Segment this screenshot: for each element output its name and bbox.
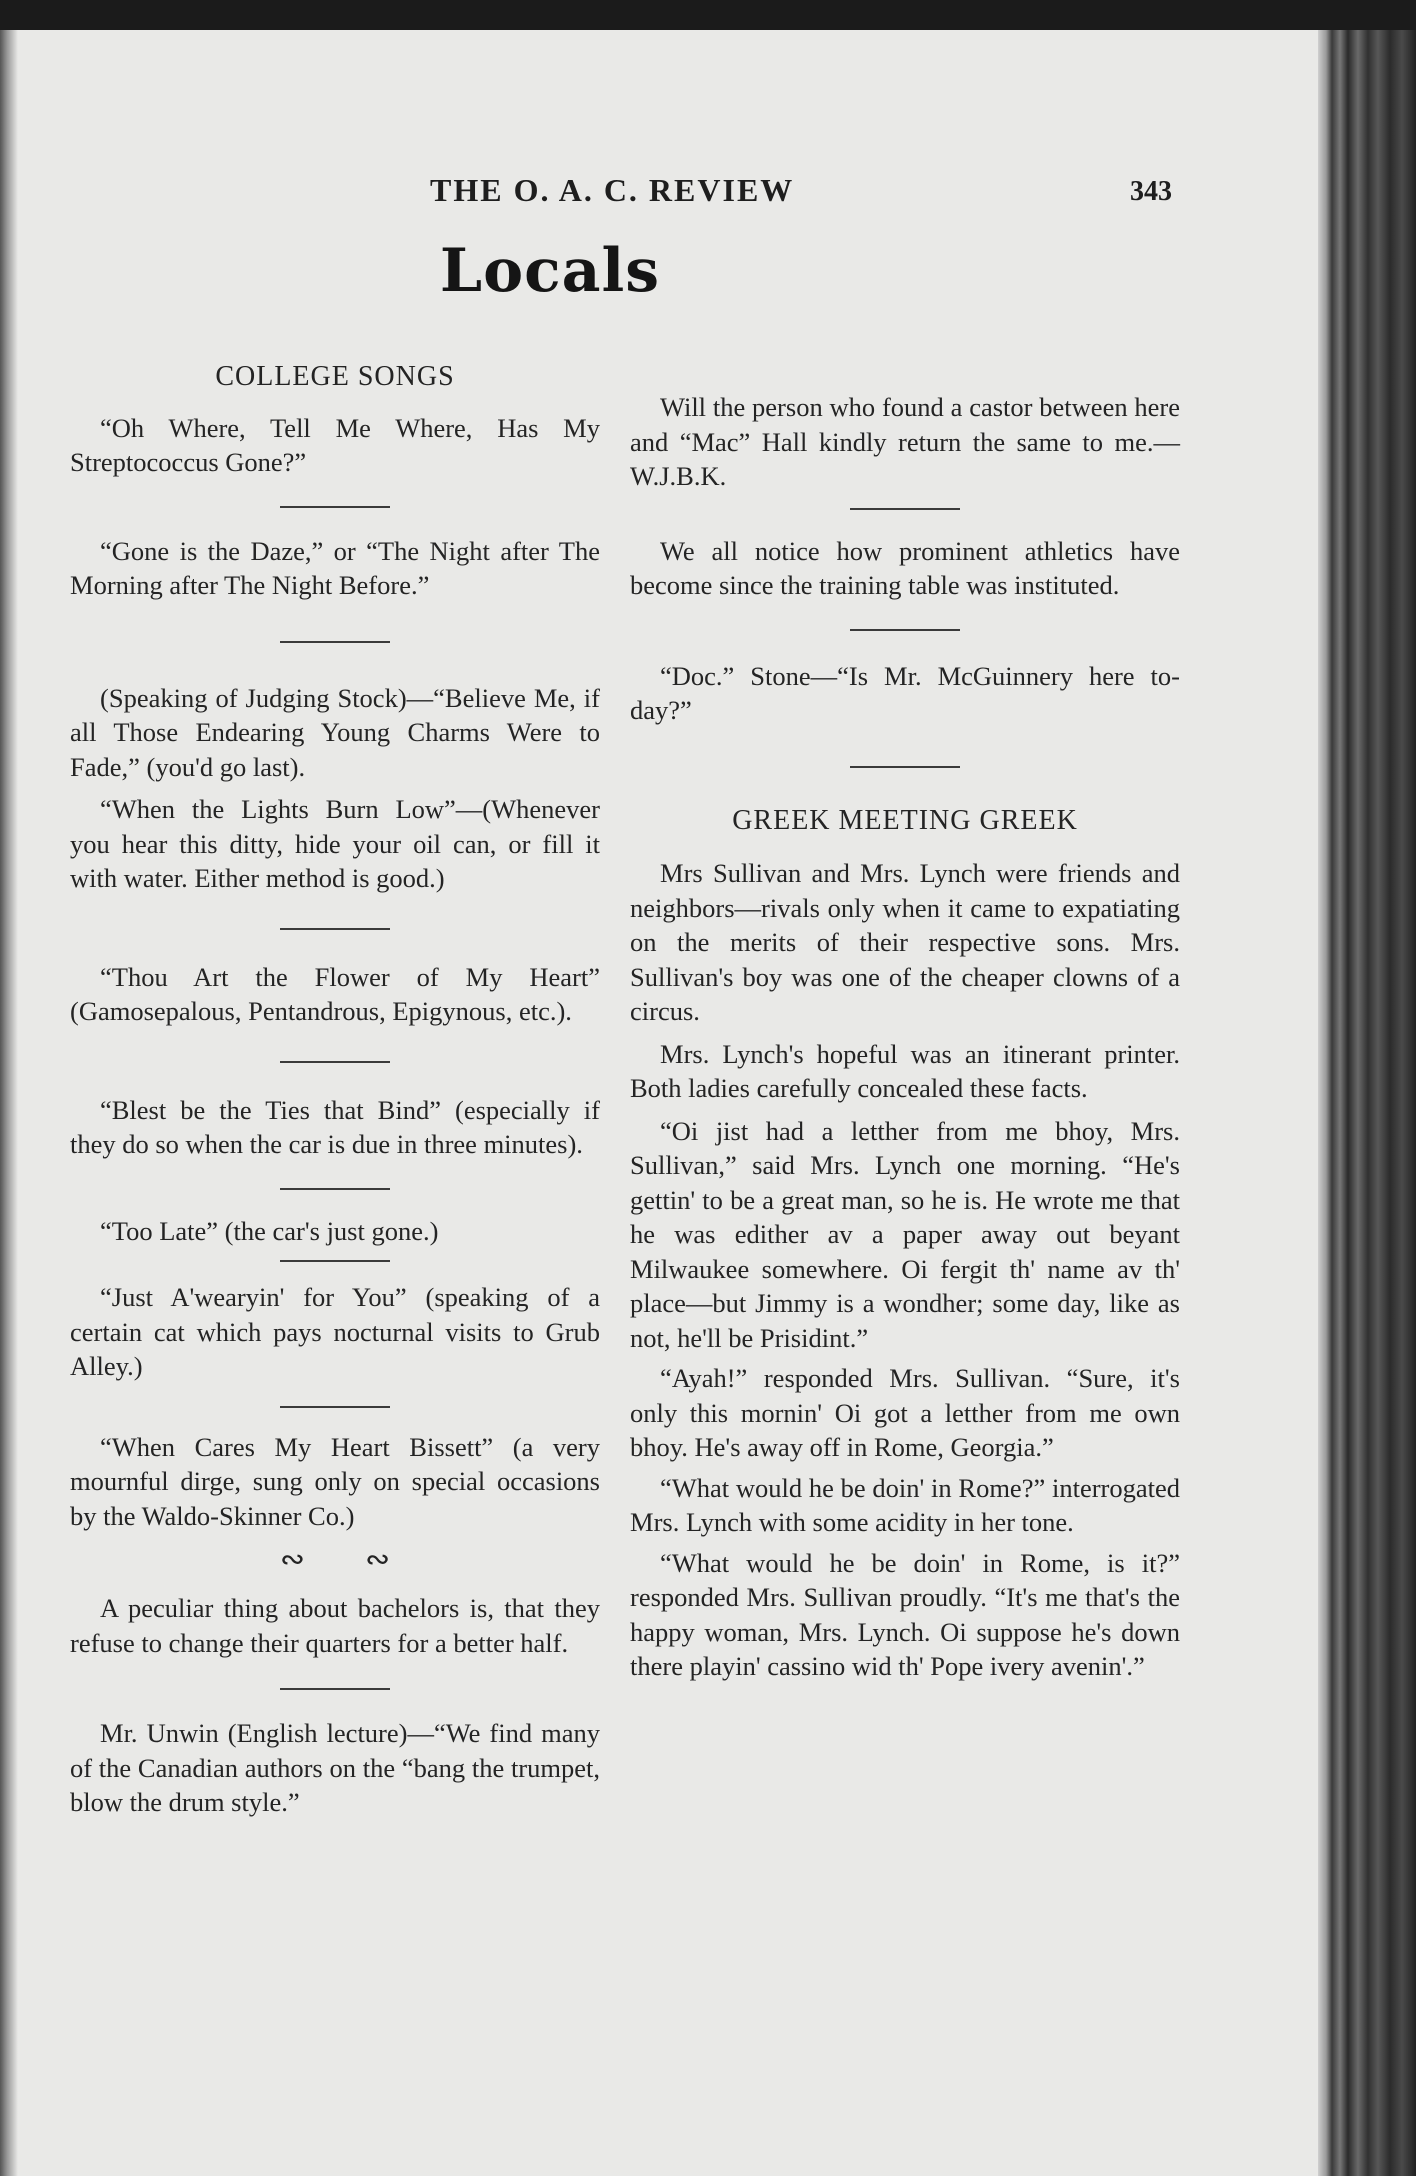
section-title: Locals (439, 236, 661, 306)
divider-rule (280, 506, 390, 508)
song-item-9: “When Cares My Heart Bissett” (a very mournful dirge, sung only on special occasions by the Waldo-Skinner Co.) (70, 1431, 600, 1531)
story-paragraph-1: Mrs Sullivan and Mrs. Lynch were friends and neighbors—rivals only when it came to expatiating on the merits of their respective sons. Mrs. Sullivan's boy was one of the cheaper clowns of a circus. (630, 858, 1180, 1026)
divider-rule (280, 1061, 390, 1063)
page-gutter-shadow (0, 30, 18, 2176)
story-paragraph-2: Mrs. Lynch's hopeful was an itinerant printer. Both ladies carefully concealed these facts. (630, 1038, 1180, 1103)
bachelors-item: A peculiar thing about bachelors is, that they refuse to change their quarters for a better half. (70, 1593, 600, 1658)
divider-rule (850, 766, 960, 768)
divider-rule (280, 1688, 390, 1690)
song-item-8: “Just A'wearyin' for You” (speaking of a certain cat which pays nocturnal visits to Grub Alley.) (70, 1282, 600, 1381)
castor-item: Will the person who found a castor between here and “Mac” Hall kindly return the same to me.—W.J.B.K. (630, 392, 1180, 491)
doc-stone-item: “Doc.” Stone—“Is Mr. McGuinnery here to-day?” (630, 660, 1180, 725)
story-paragraph-6: “What would he be doin' in Rome, is it?” responded Mrs. Sullivan proudly. “It's me that's the happy woman, Mrs. Lynch. Oi suppose he's down there playin' cassino wid th' Pope ivery avenin'.” (630, 1547, 1180, 1681)
college-songs-heading: COLLEGE SONGS (215, 361, 455, 392)
greek-meeting-greek-heading: GREEK MEETING GREEK (732, 804, 1078, 836)
ornament-swirl-icon: ∾ (279, 1543, 365, 1576)
left-column (70, 360, 600, 1820)
song-item-3: (Speaking of Judging Stock)—“Believe Me, if all Those Endearing Young Charms Were to Fade,” (you'd go last). (70, 682, 600, 782)
divider-rule (280, 928, 390, 930)
song-item-5: “Thou Art the Flower of My Heart” (Gamosepalous, Pentandrous, Epigynous, etc.). (70, 961, 600, 1026)
divider-rule (280, 1260, 390, 1262)
song-item-7: “Too Late” (the car's just gone.) (100, 1215, 439, 1246)
divider-rule (850, 508, 960, 510)
divider-rule (850, 629, 960, 631)
right-column (630, 360, 1180, 1684)
journal-title: THE O. A. C. REVIEW (430, 172, 795, 208)
ornament-swirl-icon: ∾ (365, 1543, 451, 1576)
song-item-6: “Blest be the Ties that Bind” (especially if they do so when the car is due in three minutes). (70, 1094, 600, 1159)
story-paragraph-5: “What would he be doin' in Rome?” interrogated Mrs. Lynch with some acidity in her tone. (630, 1472, 1180, 1537)
running-head (0, 172, 1340, 212)
divider-rule (280, 641, 390, 643)
song-item-2: “Gone is the Daze,” or “The Night after The Morning after The Night Before.” (70, 535, 600, 600)
song-item-1: “Oh Where, Tell Me Where, Has My Streptococcus Gone?” (70, 412, 600, 477)
story-paragraph-4: “Ayah!” responded Mrs. Sullivan. “Sure, it's only this mornin' Oi got a letther from me own bhoy. He's away off in Rome, Georgia.” (630, 1363, 1180, 1462)
divider-rule (280, 1406, 390, 1408)
story-paragraph-3: “Oi jist had a letther from me bhoy, Mrs. Sullivan,” said Mrs. Lynch one morning. “He's gettin' to be a great man, so he is. He wrote me that he was edither av a paper away out beyant Milwaukee somewhere. Oi fergit th' name av th' place—but Jimmy is a wondher; some day, like as not, he'll be Prisidint.” (630, 1115, 1180, 1353)
unwin-item: Mr. Unwin (English lecture)—“We find many of the Canadian authors on the “bang the trumpet, blow the drum style.” (70, 1718, 600, 1817)
athletics-item: We all notice how prominent athletics have become since the training table was instituted. (630, 535, 1180, 600)
divider-rule (280, 1188, 390, 1190)
page-number: 343 (1130, 176, 1172, 207)
ornament-divider (70, 1543, 600, 1577)
book-binding-edge (1318, 30, 1416, 2176)
song-item-4: “When the Lights Burn Low”—(Whenever you hear this ditty, hide your oil can, or fill it with water. Either method is good.) (70, 794, 600, 893)
